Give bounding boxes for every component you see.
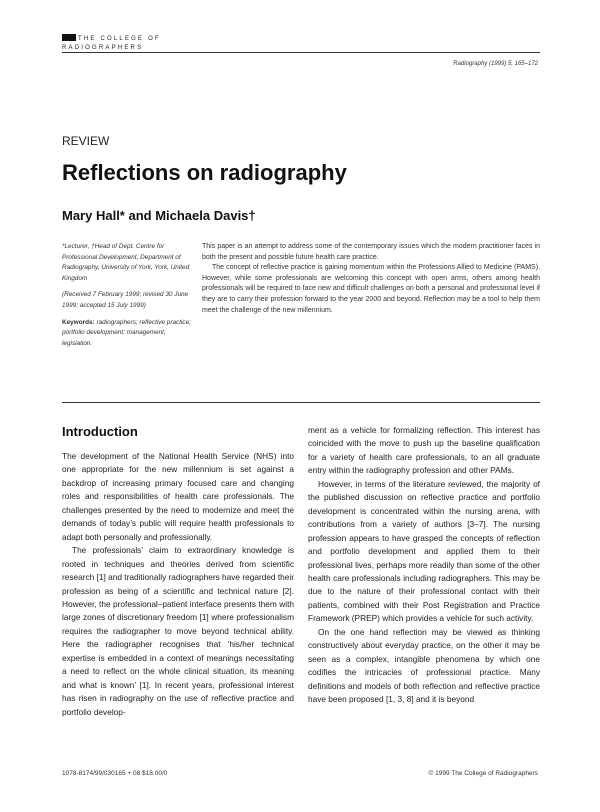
body-column-right	[308, 424, 540, 707]
logo-line-1: THE COLLEGE OF	[78, 36, 161, 42]
journal-logo	[62, 34, 161, 53]
affiliation-text: *Lecturer, †Head of Dept. Centre for Professional Development, Department of Radiography, University of York, York, United Kingdom	[62, 243, 190, 282]
keywords-text: radiographers; reflective practice; portfolio development; management; legislation.	[62, 318, 191, 347]
footer-issn: 1078-8174/99/030165 + 08 $18.00/0	[62, 770, 168, 777]
footer-copyright: © 1999 The College of Radiographers	[428, 770, 538, 777]
body-paragraph: The development of the National Health Service (NHS) into one appropriate for the new millennium is set against a backdrop of increasing primary focused care and changing roles and responsibilities of health care professionals. The challenges presented by the need to modernize and meet the demands of today’s public will require health professionals to adapt both personally and professionally.	[62, 451, 294, 542]
section-label: REVIEW	[62, 134, 110, 148]
abstract-paragraph: This paper is an attempt to address some of the contemporary issues which the modern practitioner faces in both the present and possible future health care practice.	[202, 243, 540, 261]
journal-citation: Radiography (1999) 5, 165–172	[453, 61, 538, 67]
received-dates: (Received 7 February 1999; revised 30 June 1999; accepted 15 July 1999)	[62, 291, 189, 309]
article-authors: Mary Hall* and Michaela Davis†	[62, 208, 256, 223]
body-column-left	[62, 450, 294, 719]
body-paragraph: The professionals’ claim to extraordinary knowledge is rooted in techniques and theories derived from scientific research [1] and traditionally radiographers have regarded their profession as being of a scientific and technical nature [2]. However, the professional–patient interface presents them with large zones of discretionary freedom [1] where professionalism requires the radiographer to move beyond technical ability. Here the radiographer recognises that ‘his/her technical expertise is embedded in a context of meanings necessitating a need to reflect on the whole clinical situation, its meaning and what is known’ [1]. In recent years, professional interest has risen in radiography on the use of reflective practice and portfolio develop-	[62, 545, 294, 717]
keywords-label: Keywords:	[62, 318, 95, 326]
header-rule	[62, 52, 540, 53]
article-title: Reflections on radiography	[62, 160, 347, 185]
body-paragraph: However, in terms of the literature reviewed, the majority of the published discussion on reflective practice and portfolio development is concentrated within the nursing arena, with contributions from a variety of authors [3–7]. The nursing profession appears to have grasped the concepts of reflection and portfolio development and applied them to their professional lives, perhaps more readily than some of the other health care professionals including radiographers. This may be due to the nature of their professional contact with their patients, combined with their Post Registration and Practice Framework (PREP) which provides a vehicle for such activity.	[308, 478, 540, 624]
abstract	[202, 242, 540, 316]
logo-bar	[62, 34, 76, 41]
logo-line-2: RADIOGRAPHERS	[62, 45, 144, 51]
body-paragraph: ment as a vehicle for formalizing reflection. This interest has coincided with the move to push up the baseline qualification for a variety of health care professionals, to an all graduate entry within the radiography profession and other PAMs.	[308, 425, 540, 476]
keywords	[62, 318, 194, 350]
abstract-rule	[62, 402, 540, 403]
body-paragraph: On the one hand reflection may be viewed as thinking constructively about everyday practice, on the other it may be seen as a complex, intangible phenomena by which one codifies the intricacies of professional practice. Many definitions and models of both reflection and reflective practice have been proposed [1, 3, 8] and it is beyond	[308, 626, 540, 705]
introduction-heading: Introduction	[62, 424, 138, 439]
abstract-paragraph: The concept of reflective practice is gaining momentum within the Professions Allied to Medicine (PAMS). However, while some professionals are welcoming this concept with open arms, others among health professionals will be required to face new and difficult challenges on both a personal and professional level if they are to carry their profession forward to the year 2000 and beyond. Reflection may be a tool to help them meet the challenge of the new millennium.	[202, 264, 540, 314]
affiliation-column	[62, 242, 194, 355]
